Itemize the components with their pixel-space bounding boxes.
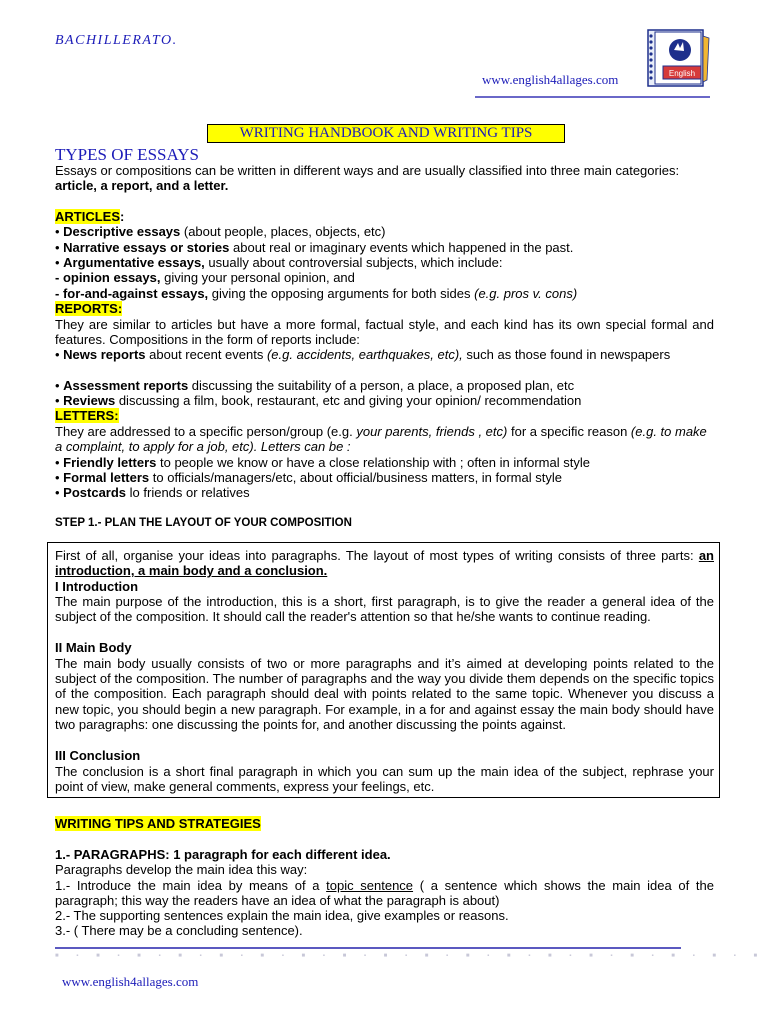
intro-paragraph: Essays or compositions can be written in different ways and are usually classified into three main categories: article, a report, and a letter. xyxy=(55,163,680,194)
list-item: • Narrative essays or stories about real or imaginary events which happened in the past. xyxy=(55,240,574,255)
paragraph-step-2: 2.- The supporting sentences explain the main idea, give examples or reasons. xyxy=(55,908,509,923)
reports-description: They are similar to articles but have a more formal, factual style, and each kind has its own special formal and features. Compositions in the form of reports include: xyxy=(55,317,714,348)
list-item: • Postcards lo friends or relatives xyxy=(55,485,250,500)
conclusion-heading: III Conclusion xyxy=(55,748,141,763)
document-title: WRITING HANDBOOK AND WRITING TIPS xyxy=(207,124,565,143)
reports-heading: REPORTS: xyxy=(55,301,123,316)
paragraphs-heading: 1.- PARAGRAPHS: 1 paragraph for each different idea. xyxy=(55,847,391,862)
list-item: • News reports about recent events (e.g. accidents, earthquakes, etc), such as those found in newspapers xyxy=(55,347,671,362)
list-item: • Descriptive essays (about people, places, objects, etc) xyxy=(55,224,386,239)
letters-heading: LETTERS: xyxy=(55,408,119,423)
articles-heading: ARTICLES: xyxy=(55,209,125,224)
main-body-heading: II Main Body xyxy=(55,640,132,655)
step1-lead: First of all, organise your ideas into paragraphs. The layout of most types of writing consists of three parts: an introduction, a main body and a conclusion. xyxy=(55,548,714,579)
list-item: • Argumentative essays, usually about controversial subjects, which include: xyxy=(55,255,503,270)
footer-divider xyxy=(55,947,681,949)
types-of-essays-heading: TYPES OF ESSAYS xyxy=(55,145,199,164)
header-website-link[interactable]: www.english4allages.com xyxy=(482,72,619,87)
header-divider xyxy=(475,96,710,98)
paragraph-step-3: 3.- ( There may be a concluding sentence). xyxy=(55,923,303,938)
tips-heading: WRITING TIPS AND STRATEGIES xyxy=(55,816,261,831)
step1-heading: STEP 1.- PLAN THE LAYOUT OF YOUR COMPOSITION xyxy=(55,517,352,529)
list-item: - for-and-against essays, giving the opposing arguments for both sides (e.g. pros v. cons) xyxy=(55,286,578,301)
footer-decoration: ■ ▪ ■ ▪ ■ ▪ ■ ▪ ■ ▪ ■ ▪ ■ ▪ ■ ▪ ■ ▪ ■ ▪ ■ ▪ ■ ▪ ■ ▪ ■ ▪ ■ ▪ ■ ▪ ■ ▪ ■ xyxy=(55,953,766,959)
header-school-name: BACHILLERATO. xyxy=(55,33,178,48)
footer-website-link[interactable]: www.english4allages.com xyxy=(62,974,199,989)
paragraphs-lead: Paragraphs develop the main idea this way: xyxy=(55,862,308,877)
list-item: • Reviews discussing a film, book, restaurant, etc and giving your opinion/ recommendation xyxy=(55,393,582,408)
letters-description: They are addressed to a specific person/group (e.g. your parents, friends , etc) for a specific reason (e.g. to make a complaint, to apply for a job, etc). Letters can be : xyxy=(55,424,707,455)
list-item: • Formal letters to officials/managers/etc, about official/business matters, in formal style xyxy=(55,470,562,485)
conclusion-text: The conclusion is a short final paragraph in which you can sum up the main idea of the subject, rephrase your point of view, make general comments, express your feelings, etc. xyxy=(55,764,714,795)
introduction-text: The main purpose of the introduction, this is a short, first paragraph, is to give the reader a general idea of the subject of the composition. It should call the reader's attention so that he/she wants to continue reading. xyxy=(55,594,714,625)
paragraph-step-1: 1.- Introduce the main idea by means of a topic sentence ( a sentence which shows the main idea of the paragraph; this way the readers have an idea of what the paragraph is about) xyxy=(55,878,714,909)
introduction-heading: I Introduction xyxy=(55,579,139,594)
list-item: • Assessment reports discussing the suitability of a person, a place, a proposed plan, etc xyxy=(55,378,575,393)
main-body-text: The main body usually consists of two or more paragraphs and it’s aimed at developing points related to the subject of the composition. The number of paragraphs and the way you divide them depends on the specific topics of the composition. Each paragraph should deal with points related to the same topic. Whenever you discuss a new topic, you should begin a new paragraph. For example, in a for and against essay the main body should have two paragraphs: one discussing the points for, and another discussing the points against. xyxy=(55,656,714,732)
list-item: - opinion essays, giving your personal opinion, and xyxy=(55,270,355,285)
list-item: • Friendly letters to people we know or have a close relationship with ; often in informal style xyxy=(55,455,590,470)
english-notebook-logo xyxy=(645,28,711,88)
logo-label: English xyxy=(668,69,696,78)
